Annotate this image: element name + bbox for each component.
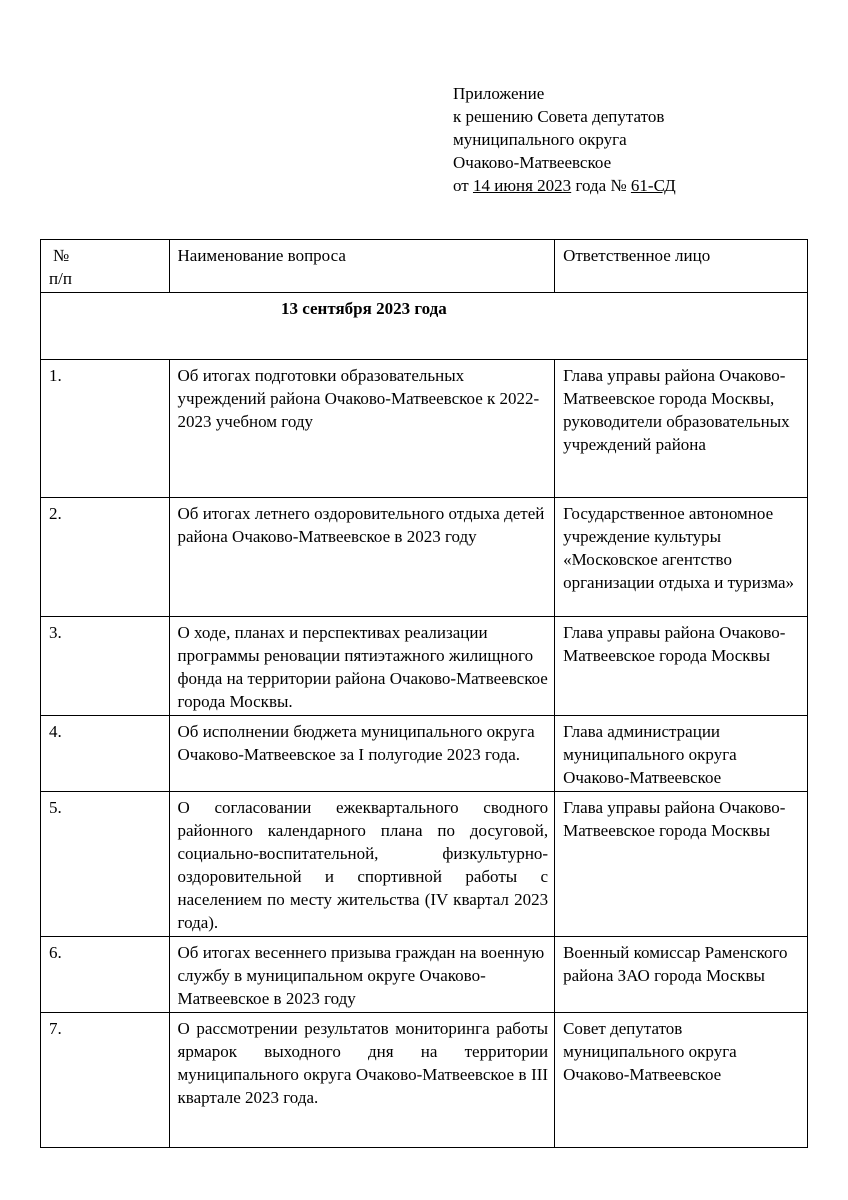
row-question: О ходе, планах и перспективах реализации программы реновации пятиэтажного жилищного фонда на территории района Очаково-Матвеевское города Москвы. <box>169 617 555 716</box>
section-date-cell <box>41 293 808 360</box>
header-number <box>41 240 170 293</box>
row-question: Об итогах летнего оздоровительного отдыха детей района Очаково-Матвеевское в 2023 году <box>169 498 555 617</box>
decision-number: 61-СД <box>630 176 676 195</box>
decision-date: 14 июня 2023 <box>472 176 572 195</box>
header-responsible: Ответственное лицо <box>555 240 808 293</box>
row-number: 7. <box>41 1013 170 1148</box>
row-question: Об итогах весеннего призыва граждан на военную службу в муниципальном округе Очаково-Матвеевское в 2023 году <box>169 937 555 1013</box>
appendix-header <box>453 82 676 197</box>
table-row <box>41 360 808 498</box>
section-date-row <box>41 293 808 360</box>
row-responsible: Совет депутатов муниципального округа Очаково-Матвеевское <box>555 1013 808 1148</box>
row-question: Об исполнении бюджета муниципального округа Очаково-Матвеевское за I полугодие 2023 года. <box>169 716 555 792</box>
row-responsible: Глава управы района Очаково-Матвеевское города Москвы <box>555 617 808 716</box>
row-number: 3. <box>41 617 170 716</box>
header-number-symbol: № <box>53 246 70 265</box>
appendix-line-name: Очаково-Матвеевское <box>453 153 612 172</box>
row-number: 5. <box>41 792 170 937</box>
row-responsible: Глава управы района Очаково-Матвеевское города Москвы <box>555 792 808 937</box>
section-date: 13 сентября 2023 года <box>281 299 447 318</box>
table-row <box>41 498 808 617</box>
table-row <box>41 937 808 1013</box>
table-row <box>41 716 808 792</box>
row-responsible: Глава администрации муниципального округа Очаково-Матвеевское <box>555 716 808 792</box>
row-question: Об итогах подготовки образовательных учреждений района Очаково-Матвеевское к 2022-2023 учебном году <box>169 360 555 498</box>
table-row <box>41 792 808 937</box>
row-number: 4. <box>41 716 170 792</box>
row-responsible: Военный комиссар Раменского района ЗАО города Москвы <box>555 937 808 1013</box>
appendix-line-date <box>453 174 676 197</box>
header-number-pp: п/п <box>49 269 72 288</box>
row-number: 6. <box>41 937 170 1013</box>
appendix-line-decision: к решению Совета депутатов <box>453 107 665 126</box>
work-plan-table <box>40 239 808 1148</box>
date-prefix: от <box>453 176 473 195</box>
row-number: 2. <box>41 498 170 617</box>
appendix-title: Приложение <box>453 84 545 103</box>
header-question: Наименование вопроса <box>169 240 555 293</box>
row-number: 1. <box>41 360 170 498</box>
row-responsible: Глава управы района Очаково-Матвеевское города Москвы, руководители образовательных учреждений района <box>555 360 808 498</box>
table-row <box>41 1013 808 1148</box>
row-responsible: Государственное автономное учреждение культуры «Московское агентство организации отдыха и туризма» <box>555 498 808 617</box>
row-question: О рассмотрении результатов мониторинга работы ярмарок выходного дня на территории муниципального округа Очаково-Матвеевское в III квартале 2023 года. <box>169 1013 555 1148</box>
table-header-row <box>41 240 808 293</box>
date-middle: года № <box>571 176 631 195</box>
table-row <box>41 617 808 716</box>
appendix-line-district: муниципального округа <box>453 130 627 149</box>
row-question: О согласовании ежеквартального сводного районного календарного плана по досуговой, социально-воспитательной, физкультурно-оздоровительной и спортивной работы с населением по месту жительства (IV квартал 2023 года). <box>169 792 555 937</box>
